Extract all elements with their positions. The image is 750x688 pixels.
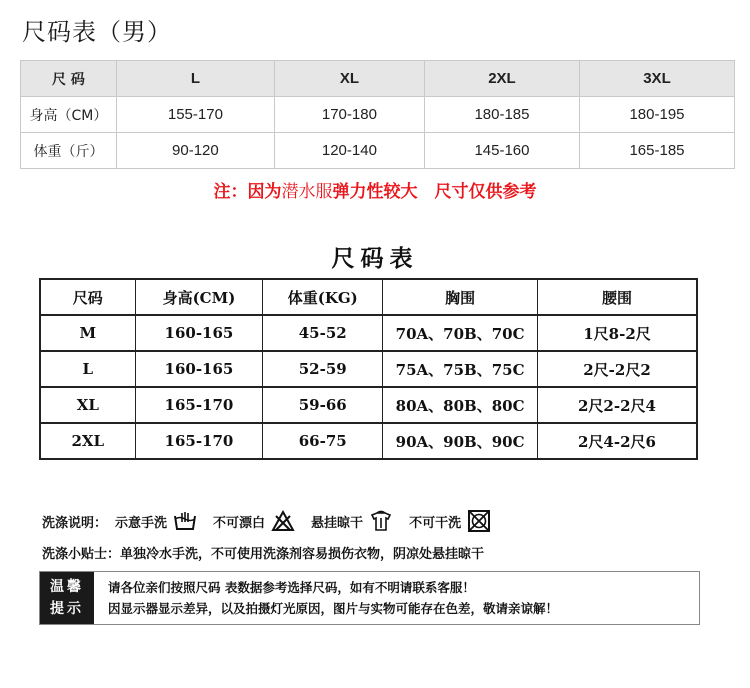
table-cell: L bbox=[40, 351, 135, 387]
table-cell: 180-185 bbox=[424, 97, 579, 133]
badge-text: 温馨 bbox=[50, 579, 84, 595]
table-cell: 70A、70B、70C bbox=[383, 315, 538, 351]
care-item-text: 不可干洗 bbox=[409, 515, 462, 531]
hang-dry-icon bbox=[369, 510, 393, 532]
table-cell: 45-52 bbox=[263, 315, 383, 351]
care-item bbox=[213, 510, 295, 532]
care-instructions bbox=[42, 506, 507, 536]
table-cell: 170-180 bbox=[274, 97, 424, 133]
header-cell: 身高(CM) bbox=[135, 279, 263, 315]
size-table-detailed bbox=[39, 278, 698, 460]
header-cell: 尺 码 bbox=[21, 61, 117, 97]
table-cell: M bbox=[40, 315, 135, 351]
table-header-row bbox=[21, 61, 735, 97]
reminder-line: 请各位亲们按照尺码 表数据参考选择尺码，如有不明请联系客服！ bbox=[108, 580, 475, 595]
badge-text: 提示 bbox=[50, 601, 84, 617]
table-cell: 160-165 bbox=[135, 315, 263, 351]
warm-reminder-badge bbox=[40, 572, 94, 624]
table-cell: 165-170 bbox=[135, 387, 263, 423]
table-cell: XL bbox=[40, 387, 135, 423]
washing-tips: 洗涤小贴士：单独冷水手洗，不可使用洗涤剂容易损伤衣物，阴凉处悬挂晾干 bbox=[42, 547, 485, 562]
table-cell: 165-185 bbox=[579, 133, 734, 169]
table-cell: 160-165 bbox=[135, 351, 263, 387]
page-title: 尺码表（男） bbox=[22, 18, 172, 46]
notice-part: 潜水服 bbox=[281, 182, 333, 202]
table-cell: 1尺8-2尺 bbox=[538, 315, 698, 351]
table-row bbox=[21, 133, 735, 169]
header-cell: 腰围 bbox=[538, 279, 698, 315]
table-row bbox=[40, 423, 697, 459]
table-cell: 155-170 bbox=[116, 97, 274, 133]
warm-reminder-text bbox=[94, 572, 558, 624]
size-table-men bbox=[20, 60, 735, 169]
table-cell: 120-140 bbox=[274, 133, 424, 169]
table-cell: 165-170 bbox=[135, 423, 263, 459]
header-cell: 胸围 bbox=[383, 279, 538, 315]
table-cell: 75A、75B、75C bbox=[383, 351, 538, 387]
no-tumble-dry-icon bbox=[467, 510, 491, 532]
table-cell: 2尺-2尺2 bbox=[538, 351, 698, 387]
care-item bbox=[409, 510, 491, 532]
notice-part: 注：因为 bbox=[213, 182, 282, 202]
header-cell: 尺码 bbox=[40, 279, 135, 315]
table-row bbox=[21, 97, 735, 133]
reminder-line: 因显示器显示差异，以及拍摄灯光原因，图片与实物可能存在色差，敬请亲谅解！ bbox=[108, 601, 559, 616]
table-cell: 90-120 bbox=[116, 133, 274, 169]
header-cell: L bbox=[116, 61, 274, 97]
row-label: 体重（斤） bbox=[21, 133, 117, 169]
table-cell: 2XL bbox=[40, 423, 135, 459]
table-cell: 180-195 bbox=[579, 97, 734, 133]
header-cell: 体重(KG) bbox=[263, 279, 383, 315]
table-cell: 145-160 bbox=[424, 133, 579, 169]
table-row bbox=[40, 351, 697, 387]
table-cell: 59-66 bbox=[263, 387, 383, 423]
row-label: 身高（CM） bbox=[21, 97, 117, 133]
hand-wash-icon bbox=[173, 510, 197, 532]
size-table-title: 尺码表 bbox=[331, 245, 419, 272]
care-item-text: 悬挂晾干 bbox=[311, 515, 364, 531]
no-bleach-icon bbox=[271, 510, 295, 532]
care-item-text: 不可漂白 bbox=[213, 515, 266, 531]
header-cell: XL bbox=[274, 61, 424, 97]
care-item bbox=[115, 510, 197, 532]
table-cell: 52-59 bbox=[263, 351, 383, 387]
table-cell: 90A、90B、90C bbox=[383, 423, 538, 459]
warm-reminder-box bbox=[39, 571, 700, 625]
table-cell: 2尺4-2尺6 bbox=[538, 423, 698, 459]
table-cell: 2尺2-2尺4 bbox=[538, 387, 698, 423]
notice-part: 弹力性较大 尺寸仅供参考 bbox=[332, 182, 537, 202]
table-cell: 80A、80B、80C bbox=[383, 387, 538, 423]
care-label: 洗涤说明： bbox=[42, 515, 108, 531]
table-row bbox=[40, 315, 697, 351]
elasticity-notice bbox=[0, 177, 750, 202]
table-cell: 66-75 bbox=[263, 423, 383, 459]
care-item bbox=[311, 510, 393, 532]
header-cell: 2XL bbox=[424, 61, 579, 97]
table-header-row bbox=[40, 279, 697, 315]
table-row bbox=[40, 387, 697, 423]
header-cell: 3XL bbox=[579, 61, 734, 97]
care-item-text: 示意手洗 bbox=[115, 515, 168, 531]
